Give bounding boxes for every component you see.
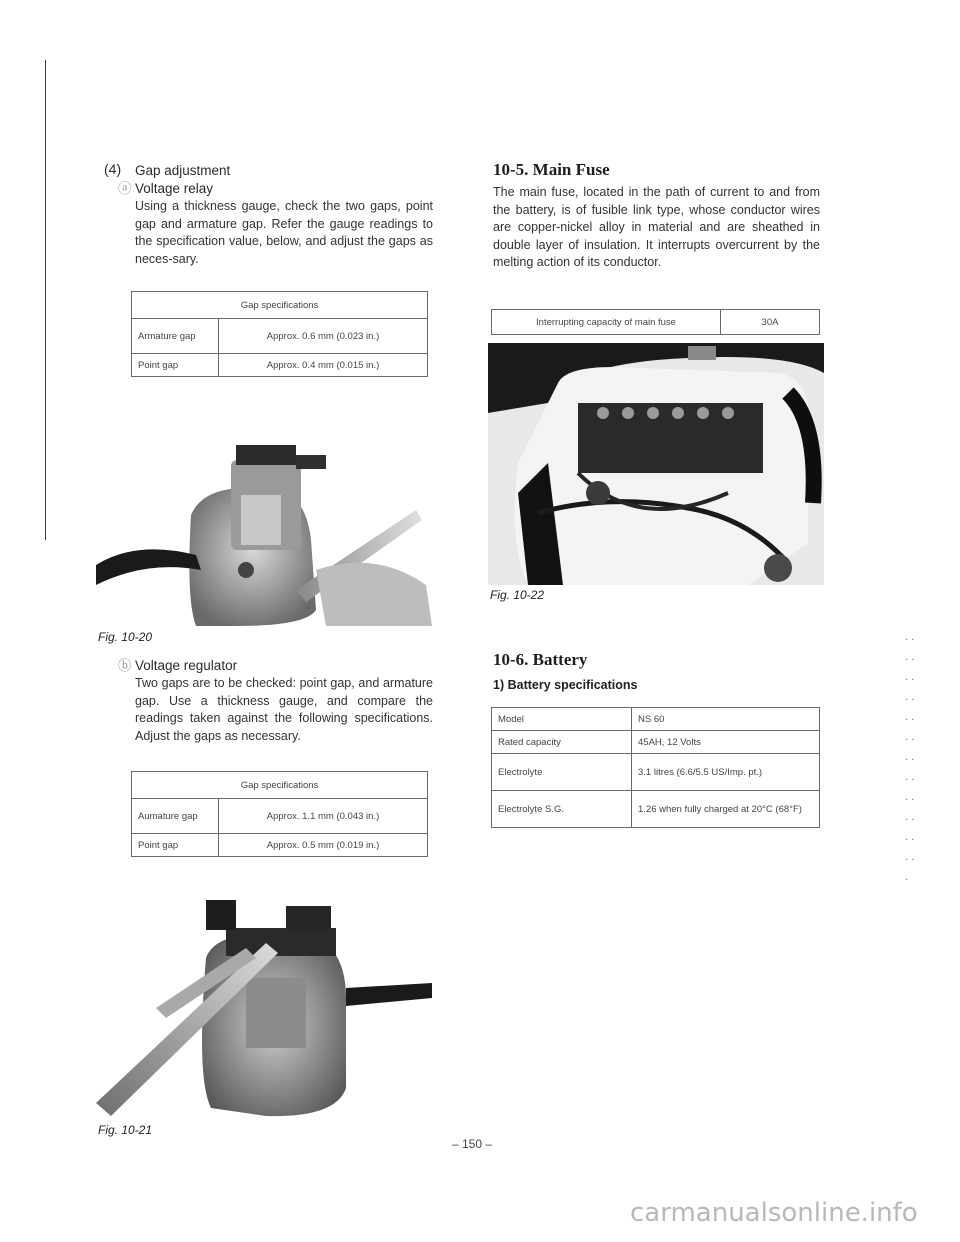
section-heading: Gap adjustment <box>135 163 231 178</box>
watermark-text: carmanualsonline.info <box>630 1198 918 1228</box>
table-cell-value: 3.1 litres (6.6/5.5 US/Imp. pt.) <box>632 754 820 791</box>
section-heading-battery: 10-6. Battery <box>493 650 588 669</box>
table-cell-label: Electrolyte <box>492 754 632 791</box>
table-cell-label: Electrolyte S.G. <box>492 791 632 828</box>
figure-caption: Fig. 10-21 <box>98 1123 153 1137</box>
table-cell-label: Aumature gap <box>132 799 219 834</box>
table-cell-label: Armature gap <box>132 319 219 354</box>
sub-a-title: Voltage relay <box>135 181 214 196</box>
table-header: Gap specifications <box>132 772 428 799</box>
battery-spec-subheading: 1) Battery specifications <box>493 678 638 692</box>
sub-b-title: Voltage regulator <box>135 658 238 673</box>
table-cell-value: Approx. 1.1 mm (0.043 in.) <box>219 799 428 834</box>
table-cell-value: Approx. 0.6 mm (0.023 in.) <box>219 319 428 354</box>
page-number: – 150 – <box>452 1137 493 1151</box>
table-cell-value: 30A <box>721 310 820 335</box>
figure-caption: Fig. 10-22 <box>490 588 545 602</box>
gap-spec-table-relay <box>131 291 428 377</box>
table-cell-label: Model <box>492 708 632 731</box>
fuse-capacity-table <box>491 309 820 335</box>
table-cell-label: Interrupting capacity of main fuse <box>492 310 721 335</box>
main-fuse-text: The main fuse, located in the path of current to and from the battery, is of fusible link type, whose conductor wires are copper-nickel alloy in material and are sheathed in double layer of insulation. It interrupts overcurrent by the melting action of its conductor. <box>493 185 820 269</box>
voltage-relay-photo <box>96 420 432 626</box>
figure-caption: Fig. 10-20 <box>98 630 153 644</box>
margin-rule <box>45 60 46 540</box>
gap-spec-table-regulator <box>131 771 428 857</box>
sub-a-marker: ⓐ <box>118 181 132 196</box>
table-cell-label: Point gap <box>132 834 219 857</box>
table-cell-label: Rated capacity <box>492 731 632 754</box>
scan-artifact-dots: · · · · · · · · · · · · · · · · · · · · · · · · · <box>905 634 915 885</box>
table-cell-value: Approx. 0.4 mm (0.015 in.) <box>219 354 428 377</box>
sub-b-text: Two gaps are to be checked: point gap, and armature gap. Use a thickness gauge, and compare the readings taken against the following specifications. Adjust the gaps as necessary. <box>135 676 433 743</box>
table-cell-value: 1.26 when fully charged at 20°C (68°F) <box>632 791 820 828</box>
table-cell-label: Point gap <box>132 354 219 377</box>
voltage-regulator-photo <box>96 888 432 1118</box>
table-header: Gap specifications <box>132 292 428 319</box>
battery-spec-table <box>491 707 820 828</box>
main-fuse-photo <box>488 343 824 585</box>
sub-a-text: Using a thickness gauge, check the two gaps, point gap and armature gap. Refer the gauge readings to the specification value, below, and adjust the gaps as neces-sary. <box>135 199 433 266</box>
table-cell-value: NS 60 <box>632 708 820 731</box>
table-cell-value: 45AH, 12 Volts <box>632 731 820 754</box>
section-heading-main-fuse: 10-5. Main Fuse <box>493 160 610 179</box>
table-cell-value: Approx. 0.5 mm (0.019 in.) <box>219 834 428 857</box>
section-number: (4) <box>104 161 122 177</box>
sub-b-marker: ⓑ <box>118 658 132 673</box>
